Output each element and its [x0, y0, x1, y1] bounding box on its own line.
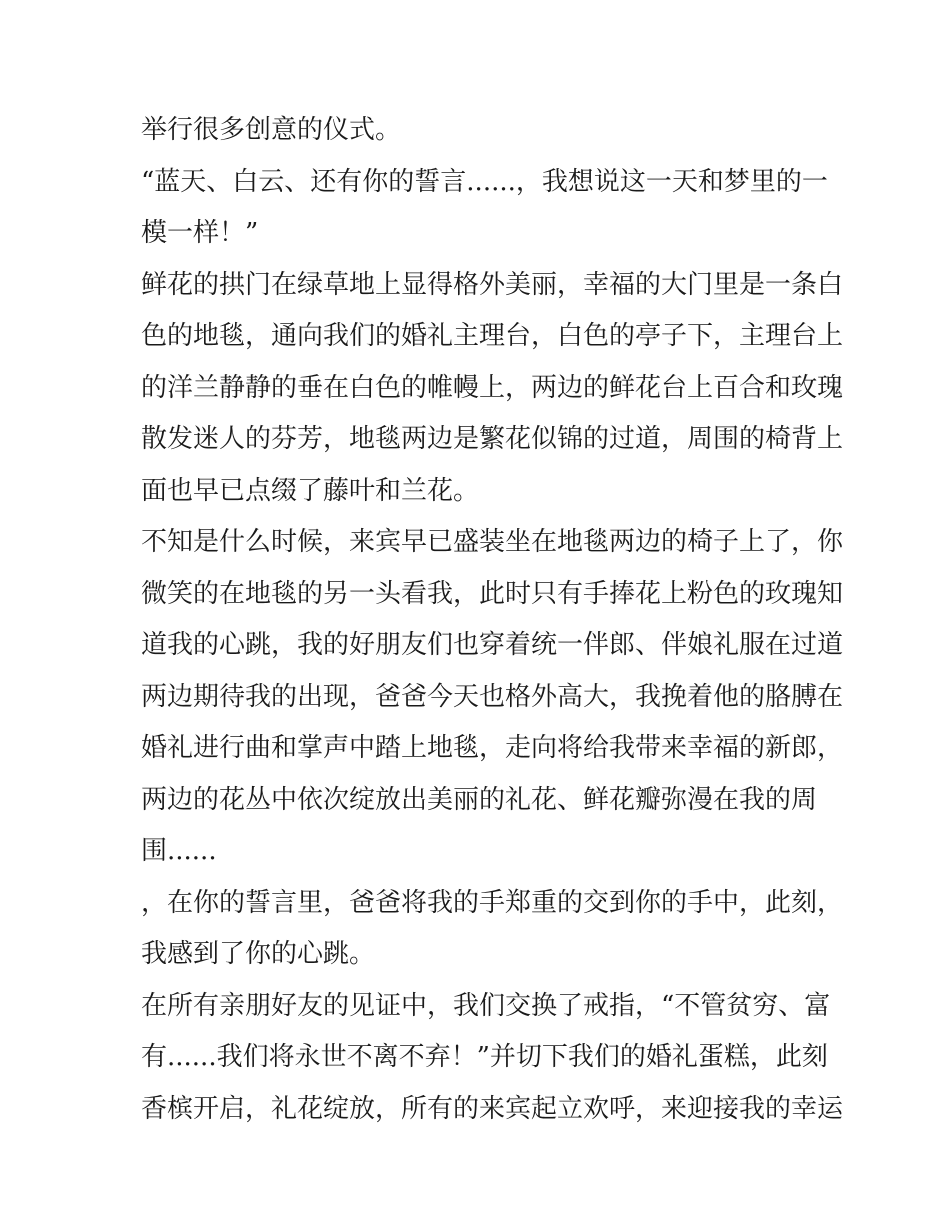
text-line: 举行很多创意的仪式。	[141, 115, 402, 145]
body-text	[141, 105, 844, 1135]
text-line: 模一样！”	[141, 218, 259, 248]
text-line: 我感到了你的心跳。	[141, 939, 376, 969]
text-line: 面也早已点缀了藤叶和兰花。	[141, 475, 480, 506]
text-line: 在所有亲朋好友的见证中，我们交换了戒指，“不管贫穷、富	[141, 990, 831, 1021]
text-line: 两边期待我的出现，爸爸今天也格外高大，我挽着他的胳膊在	[141, 681, 844, 712]
text-line: 微笑的在地毯的另一头看我，此时只有手捧花上粉色的玫瑰知	[141, 578, 844, 609]
text-line: 有......我们将永世不离不弃！”并切下我们的婚礼蛋糕，此刻	[141, 1042, 828, 1072]
text-line: 鲜花的拱门在绿草地上显得格外美丽，幸福的大门里是一条白	[141, 269, 844, 300]
text-line: 香槟开启，礼花绽放，所有的来宾起立欢呼，来迎接我的幸运	[141, 1093, 844, 1124]
text-line: 色的地毯，通向我们的婚礼主理台，白色的亭子下，主理台上	[141, 321, 844, 351]
text-line: 的洋兰静静的垂在白色的帷幔上，两边的鲜花台上百合和玫瑰	[141, 372, 844, 403]
text-line: 道我的心跳，我的好朋友们也穿着统一伴郎、伴娘礼服在过道	[141, 630, 844, 660]
text-line: 散发迷人的芬芳，地毯两边是繁花似锦的过道，周围的椅背上	[141, 424, 844, 454]
text-line: 不知是什么时候，来宾早已盛装坐在地毯两边的椅子上了，你	[141, 527, 844, 557]
text-line: “蓝天、白云、还有你的誓言......，我想说这一天和梦里的一	[141, 166, 828, 197]
text-line: ，在你的誓言里，爸爸将我的手郑重的交到你的手中，此刻，	[141, 887, 844, 918]
text-line: 围......	[141, 836, 217, 866]
text-line: 婚礼进行曲和掌声中踏上地毯，走向将给我带来幸福的新郎，	[141, 733, 844, 763]
text-line: 两边的花丛中依次绽放出美丽的礼花、鲜花瓣弥漫在我的周	[141, 784, 818, 815]
